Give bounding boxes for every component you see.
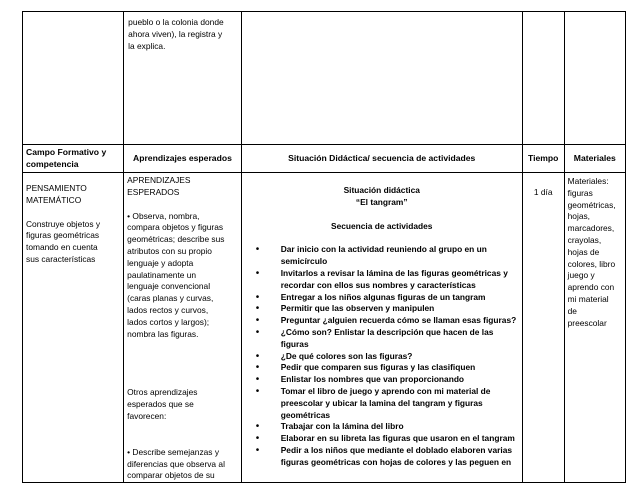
aprendizaje-line: lenguaje convencional [127, 281, 211, 292]
materiales-line: figuras [567, 187, 593, 198]
competencia-line: tomando en cuenta [26, 242, 98, 253]
aprendizajes-cell [124, 173, 242, 483]
activity-item [246, 244, 518, 268]
activity-line: • ¿De qué colores son las figuras? [280, 350, 413, 361]
header-situacion: Situación Didáctica/ secuencia de actividades [241, 145, 522, 173]
activity-line: • Pedir a los niños que mediante el doblado elaboren varias [280, 444, 513, 455]
text-line: la explica. [128, 40, 166, 51]
aprendizaje-line: lados cortos y largos); [127, 316, 210, 327]
activity-line: • ¿Cómo son? Enlistar la descripción que hacen de las figuras [280, 326, 494, 349]
tiempo-cell [522, 173, 564, 483]
materiales-line: juego y [567, 270, 595, 281]
competencia-line: sus características [26, 253, 96, 264]
activity-line: • Tomar el libro de juego y aprendo con mi material de [280, 385, 491, 396]
activity-line: • Pedir que comparen sus figuras y las clasifiquen [280, 362, 476, 373]
materiales-line: de [567, 305, 577, 316]
materiales-line: geométricas, [567, 199, 616, 210]
otros-aprendizajes-line: favorecen: [127, 410, 167, 421]
aprendizaje-line: diferencias que observa al [127, 458, 225, 469]
aprendizaje-line: • Observa, nombra, [127, 210, 200, 221]
header-tiempo: Tiempo [522, 145, 564, 173]
activity-line: recordar con ellos sus nombres y características [280, 279, 476, 290]
situacion-didactica-cell [241, 173, 522, 483]
situacion-subtitle: “El tangram” [355, 196, 408, 207]
aprendizaje-line: nombra las figuras. [127, 328, 199, 339]
tiempo-value: 1 día [533, 187, 553, 197]
continuation-text-cell [124, 12, 242, 145]
materiales-line: aprendo con [567, 282, 615, 293]
activity-line: • Invitarlos a revisar la lámina de las figuras geométricas y [280, 267, 508, 278]
activity-line: semicírculo [280, 256, 328, 267]
activity-item [246, 327, 518, 351]
activity-item [246, 433, 518, 445]
competencia-line: Construye objetos y [26, 218, 101, 229]
activity-line: • Trabajar con la lámina del libro [280, 421, 404, 432]
aprendizajes-heading-line: APRENDIZAJES [127, 175, 191, 185]
header-campo: Campo Formativo y competencia [23, 145, 124, 173]
situacion-title: Situación didáctica [343, 185, 420, 195]
aprendizaje-line: compara objetos y figuras [127, 222, 224, 233]
materiales-line: colores, libro [567, 258, 616, 269]
activity-item [246, 374, 518, 386]
activity-line: • Preguntar ¿alguien recuerda cómo se llaman esas figuras? [280, 315, 517, 326]
text-line: ahora viven), la registra y [128, 28, 223, 39]
campo-formativo-cell [23, 173, 124, 483]
materiales-line: Materiales: [567, 176, 609, 186]
aprendizaje-line: comparar objetos de su [127, 470, 215, 481]
continuation-row [23, 12, 626, 145]
content-row [23, 173, 626, 483]
activity-line: • Dar inicio con la actividad reuniendo al grupo en un [280, 244, 487, 255]
activity-item [246, 292, 518, 304]
activities-list [246, 244, 518, 468]
materiales-line: crayolas, [567, 234, 602, 245]
empty-cell [522, 12, 564, 145]
lesson-plan-table [22, 11, 626, 483]
secuencia-heading: Secuencia de actividades [330, 220, 433, 231]
empty-cell [564, 12, 625, 145]
activity-line: • Entregar a los niños algunas figuras de un tangram [280, 291, 486, 302]
header-row [23, 145, 626, 173]
activity-item [246, 445, 518, 469]
aprendizaje-line: • Describe semejanzas y [127, 446, 220, 457]
materiales-line: preescolar [567, 317, 607, 328]
aprendizaje-line: lados rectos y curvos, [127, 304, 209, 315]
activity-item [246, 362, 518, 374]
activity-item [246, 268, 518, 292]
activity-item [246, 421, 518, 433]
activity-line: figuras geométricas con hojas de colores y las peguen en [280, 456, 512, 467]
aprendizaje-line: atributos con su propio [127, 245, 212, 256]
empty-cell [23, 12, 124, 145]
activity-line: • Enlistar los nombres que van proporcionando [280, 374, 465, 385]
campo-line: PENSAMIENTO [26, 183, 87, 193]
header-aprendizajes: Aprendizajes esperados [124, 145, 242, 173]
competencia-line: figuras geométricas [26, 230, 100, 241]
activity-line: geométricas [280, 409, 331, 420]
activity-line: • Permitir que las observen y manipulen [280, 303, 435, 314]
text-line: pueblo o la colonia donde [128, 17, 224, 27]
materiales-line: hojas, [567, 211, 590, 222]
materiales-line: mi material [567, 293, 609, 304]
activity-line: preescolar y ubicar la lamina del tangram y figuras [280, 397, 483, 408]
materiales-cell [564, 173, 625, 483]
aprendizaje-line: geométricas; describe sus [127, 234, 225, 245]
materiales-line: marcadores, [567, 223, 615, 234]
activity-item [246, 315, 518, 327]
activity-item [246, 303, 518, 315]
activity-line: • Elaborar en su libreta las figuras que usaron en el tangram [280, 433, 515, 444]
activity-item [246, 386, 518, 421]
aprendizaje-line: lenguaje y adopta [127, 257, 194, 268]
aprendizaje-line: (caras planas y curvas, [127, 293, 214, 304]
activity-item [246, 351, 518, 363]
campo-line: MATEMÁTICO [26, 194, 82, 205]
otros-aprendizajes-line: esperados que se [127, 399, 194, 410]
empty-cell [241, 12, 522, 145]
otros-aprendizajes-line: Otros aprendizajes [127, 387, 198, 398]
aprendizaje-line: paulatinamente un [127, 269, 197, 280]
aprendizajes-heading-line: ESPERADOS [127, 186, 180, 197]
materiales-line: hojas de [567, 246, 600, 257]
header-materiales: Materiales [564, 145, 625, 173]
